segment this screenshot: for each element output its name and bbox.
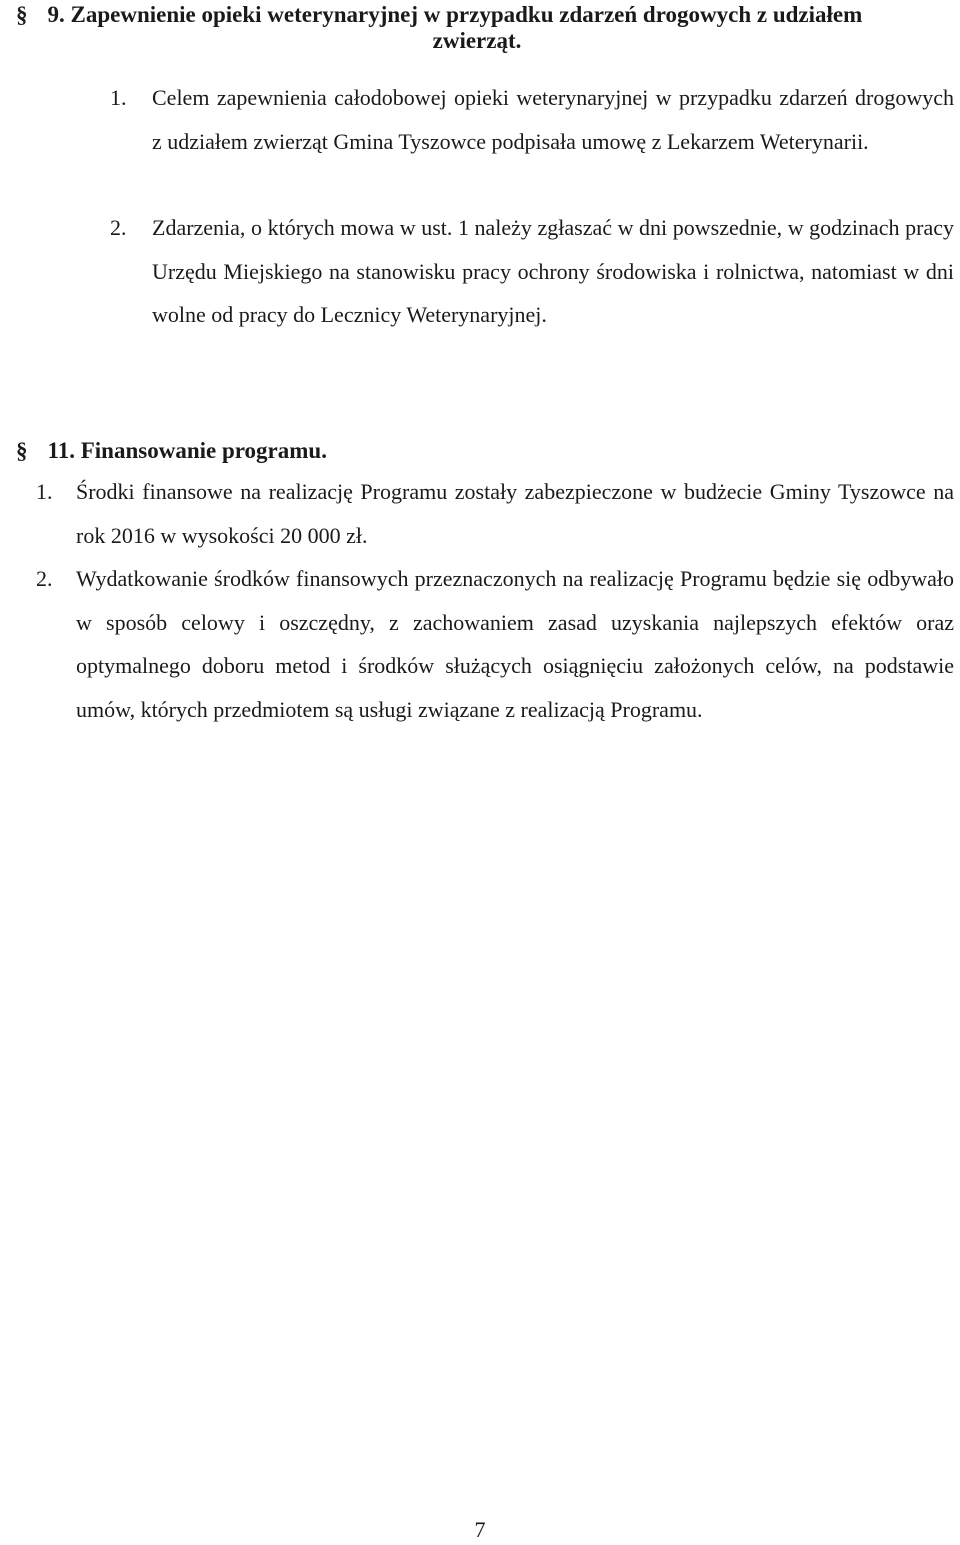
section-9-item-2 [110,206,954,337]
section-11-item-1 [36,470,954,557]
page-number: 7 [474,1517,486,1542]
section-symbol: § [16,2,28,27]
section-symbol: § [16,438,28,463]
section-9-title-line2: zwierząt. [432,28,522,53]
item-number: 1. [110,85,127,110]
section-11 [0,436,960,796]
item-number: 2. [110,215,127,240]
section-9-title-line1: 9. Zapewnienie opieki weterynaryjnej w przypadku zdarzeń drogowych z udziałem [47,2,863,27]
item-number: 1. [36,479,53,504]
item-text: Celem zapewnienia całodobowej opieki weterynaryjnej w przypadku zdarzeń drogowych z udziałem zwierząt Gmina Tyszowce podpisała umowę z Lekarzem Weterynarii. [152,85,954,154]
section-11-item-2 [36,557,954,731]
item-text: Środki finansowe na realizację Programu zostały zabezpieczone w budżecie Gminy Tyszowce na rok 2016 w wysokości 20 000 zł. [76,479,954,548]
section-9 [0,0,960,330]
item-text: Zdarzenia, o których mowa w ust. 1 należy zgłaszać w dni powszednie, w godzinach pracy Urzędu Miejskiego na stanowisku pracy ochrony środowiska i rolnictwa, natomiast w dni wolne od pracy do Lecznicy Weterynaryjnej. [152,215,954,327]
item-number: 2. [36,566,53,591]
item-text: Wydatkowanie środków finansowych przeznaczonych na realizację Programu będzie się odbywało w sposób celowy i oszczędny, z zachowaniem zasad uzyskania najlepszych efektów oraz optymalnego doboru metod i środków służących osiągnięciu założonych celów, na podstawie umów, których przedmiotem są usługi związane z realizacją Programu. [76,566,954,722]
section-9-item-1 [110,76,954,163]
section-11-heading [16,436,327,466]
section-11-title: 11. Finansowanie programu. [47,438,327,463]
